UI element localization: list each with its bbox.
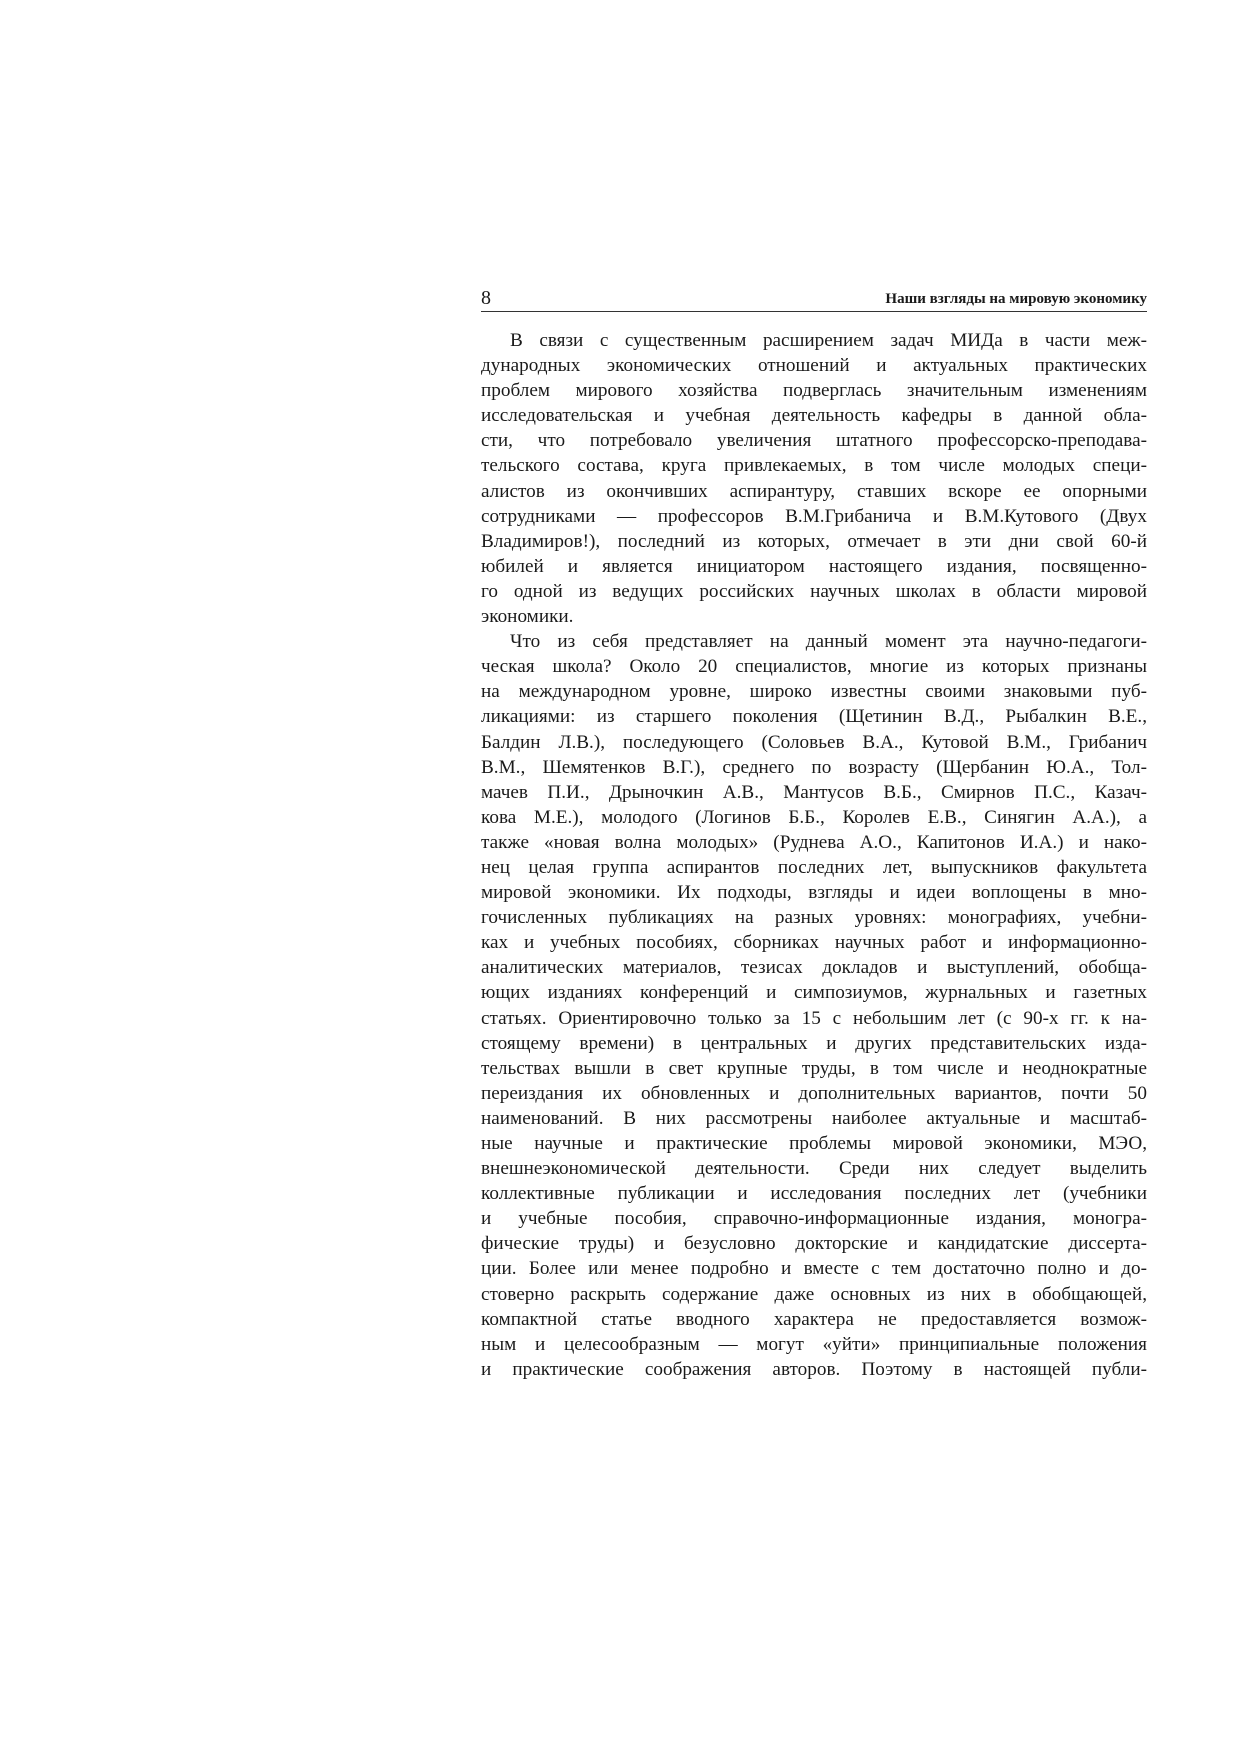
running-header	[481, 287, 1147, 312]
text-line: тельствах вышли в свет крупные труды, в том числе и неоднократные	[481, 1057, 1147, 1079]
text-line: ным и целесообразным — могут «уйти» принципиальные положения	[481, 1333, 1147, 1355]
text-line: внешнеэкономической деятельности. Среди них следует выделить	[481, 1158, 1147, 1180]
text-line: Что из себя представляет на данный момент эта научно-педагоги-	[510, 631, 1147, 653]
text-line: тельского состава, круга привлекаемых, в том числе молодых специ-	[481, 455, 1147, 477]
text-line: статьях. Ориентировочно только за 15 с небольшим лет (с 90-х гг. к на-	[481, 1007, 1147, 1029]
text-line: проблем мирового хозяйства подверглась значительным изменениям	[481, 380, 1147, 402]
text-line: мировой экономики. Их подходы, взгляды и идеи воплощены в мно-	[481, 882, 1147, 904]
text-line: исследовательская и учебная деятельность кафедры в данной обла-	[481, 405, 1147, 427]
page-number: 8	[481, 287, 491, 309]
text-line: ческая школа? Около 20 специалистов, многие из которых признаны	[481, 656, 1147, 678]
text-line: аналитических материалов, тезисах докладов и выступлений, обобща-	[481, 957, 1147, 979]
text-line: алистов из окончивших аспирантуру, ставших вскоре ее опорными	[481, 480, 1147, 502]
text-line: В связи с существенным расширением задач МИДа в части меж-	[510, 330, 1147, 351]
text-line: ные научные и практические проблемы мировой экономики, МЭО,	[481, 1133, 1147, 1154]
text-line: наименований. В них рассмотрены наиболее актуальные и масштаб-	[481, 1107, 1147, 1129]
text-line: также «новая волна молодых» (Руднева А.О., Капитонов И.А.) и нако-	[481, 831, 1147, 853]
text-line: стоверно раскрыть содержание даже основных из них в обобщающей,	[481, 1283, 1147, 1305]
text-line: ции. Более или менее подробно и вместе с тем достаточно полно и до-	[481, 1258, 1147, 1280]
text-line: экономики.	[481, 606, 574, 628]
text-line: кова М.Е.), молодого (Логинов Б.Б., Королев Е.В., Синягин А.А.), а	[481, 806, 1147, 828]
text-line: нец целая группа аспирантов последних лет, выпускников факультета	[481, 856, 1147, 878]
text-line: сти, что потребовало увеличения штатного профессорско-преподава-	[481, 430, 1147, 452]
text-line: дународных экономических отношений и актуальных практических	[481, 355, 1147, 377]
text-line: Владимиров!), последний из которых, отмечает в эти дни свой 60-й	[481, 530, 1147, 552]
text-line: переиздания их обновленных и дополнительных вариантов, почти 50	[481, 1082, 1147, 1104]
text-line: и учебные пособия, справочно-информационные издания, моногра-	[481, 1208, 1147, 1230]
text-line: Балдин Л.В.), последующего (Соловьев В.А., Кутовой В.М., Грибанич	[481, 731, 1147, 753]
text-line: фические труды) и безусловно докторские и кандидатские диссерта-	[481, 1233, 1147, 1255]
text-line: сотрудниками — профессоров В.М.Грибанича и В.М.Кутового (Двух	[481, 505, 1147, 527]
text-line: ликациями: из старшего поколения (Щетинин В.Д., Рыбалкин В.Е.,	[481, 706, 1147, 728]
body-text	[481, 328, 1147, 1382]
text-line: юбилей и является инициатором настоящего издания, посвященно-	[481, 555, 1147, 577]
text-line: го одной из ведущих российских научных школах в области мировой	[481, 580, 1147, 602]
running-title: Наши взгляды на мировую экономику	[885, 291, 1147, 307]
text-line: компактной статье вводного характера не предоставляется возмож-	[481, 1308, 1147, 1330]
text-line: ках и учебных пособиях, сборниках научных работ и информационно-	[481, 932, 1147, 954]
text-line: гочисленных публикациях на разных уровнях: монографиях, учебни-	[481, 907, 1147, 929]
text-line: коллективные публикации и исследования последних лет (учебники	[481, 1183, 1147, 1205]
text-line: ющих изданиях конференций и симпозиумов, журнальных и газетных	[481, 982, 1147, 1004]
text-line: и практические соображения авторов. Поэтому в настоящей публи-	[481, 1358, 1147, 1380]
text-line: мачев П.И., Дрыночкин А.В., Мантусов В.Б., Смирнов П.С., Казач-	[481, 781, 1147, 803]
text-line: В.М., Шемятенков В.Г.), среднего по возрасту (Щербанин Ю.А., Тол-	[481, 756, 1147, 778]
text-line: на международном уровне, широко известны своими знаковыми пуб-	[481, 681, 1147, 703]
text-line: стоящему времени) в центральных и других представительских изда-	[481, 1032, 1147, 1054]
